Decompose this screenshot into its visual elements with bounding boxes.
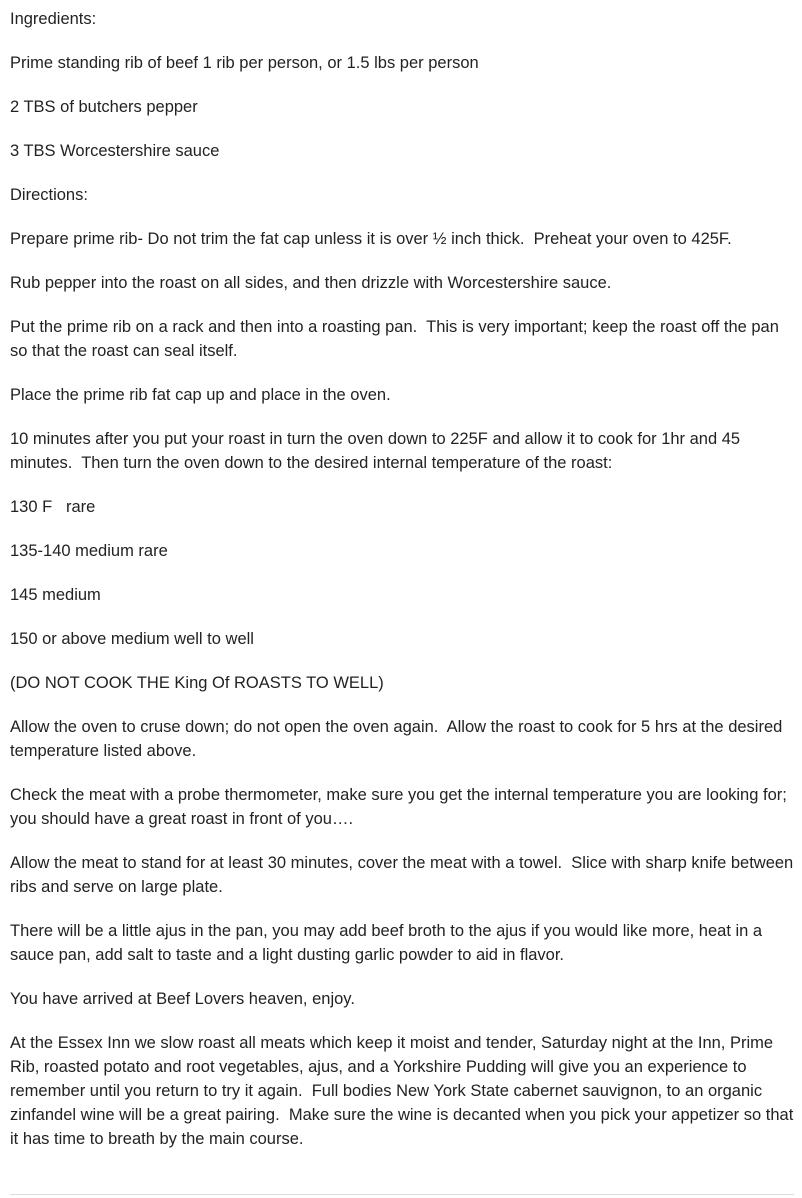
recipe-body [10,7,798,1171]
essex-inn-note: At the Essex Inn we slow roast all meats which keep it moist and tender, Saturday night at the Inn, Prime Rib, roasted potato and root vegetables, ajus, and a Yorkshire Pudding will give you an experience to remember until you return to try it again. Full bodies New York State cabernet sauvignon, to an organic zinfandel wine will be a great pairing. Make sure the wine is decanted when you pick your appetizer so that it has time to breath by the main course. [10,1034,798,1148]
direction-step-rub: Rub pepper into the roast on all sides, and then drizzle with Worcestershire sauce. [10,274,612,292]
direction-step-prepare: Prepare prime rib- Do not trim the fat cap unless it is over ½ inch thick. Preheat your oven to 425F. [10,230,732,248]
direction-step-temperature: 10 minutes after you put your roast in turn the oven down to 225F and allow it to cook for 1hr and 45 minutes. Then turn the oven down to the desired internal temperature of the roast: [10,430,745,472]
direction-step-place: Place the prime rib fat cap up and place in the oven. [10,386,391,404]
ingredients-heading: Ingredients: [10,10,97,28]
finishing-ajus: There will be a little ajus in the pan, you may add beef broth to the ajus if you would like more, heat in a sauce pan, add salt to taste and a light dusting garlic powder to aid in flavor. [10,922,767,964]
ingredient-item-worcestershire: 3 TBS Worcestershire sauce [10,142,220,160]
temperature-rare: 130 F rare [10,498,96,516]
temperature-well: 150 or above medium well to well [10,630,254,648]
temperature-medium-rare: 135-140 medium rare [10,542,168,560]
ingredient-item-beef: Prime standing rib of beef 1 rib per person, or 1.5 lbs per person [10,54,479,72]
warning-note: (DO NOT COOK THE King Of ROASTS TO WELL) [10,674,384,692]
finishing-cook: Allow the oven to cruse down; do not open the oven again. Allow the roast to cook for 5 hrs at the desired temperature listed above. [10,718,787,760]
temperature-medium: 145 medium [10,586,101,604]
direction-step-rack: Put the prime rib on a rack and then into a roasting pan. This is very important; keep the roast off the pan so that the roast can seal itself. [10,318,784,360]
directions-heading: Directions: [10,186,88,204]
finishing-rest: Allow the meat to stand for at least 30 minutes, cover the meat with a towel. Slice with sharp knife between ribs and serve on large plate. [10,854,798,896]
finishing-enjoy: You have arrived at Beef Lovers heaven, enjoy. [10,990,355,1008]
finishing-check: Check the meat with a probe thermometer, make sure you get the internal temperature you are looking for; you should have a great roast in front of you…. [10,786,792,828]
ingredient-item-pepper: 2 TBS of butchers pepper [10,98,198,116]
divider-line [10,1194,794,1195]
